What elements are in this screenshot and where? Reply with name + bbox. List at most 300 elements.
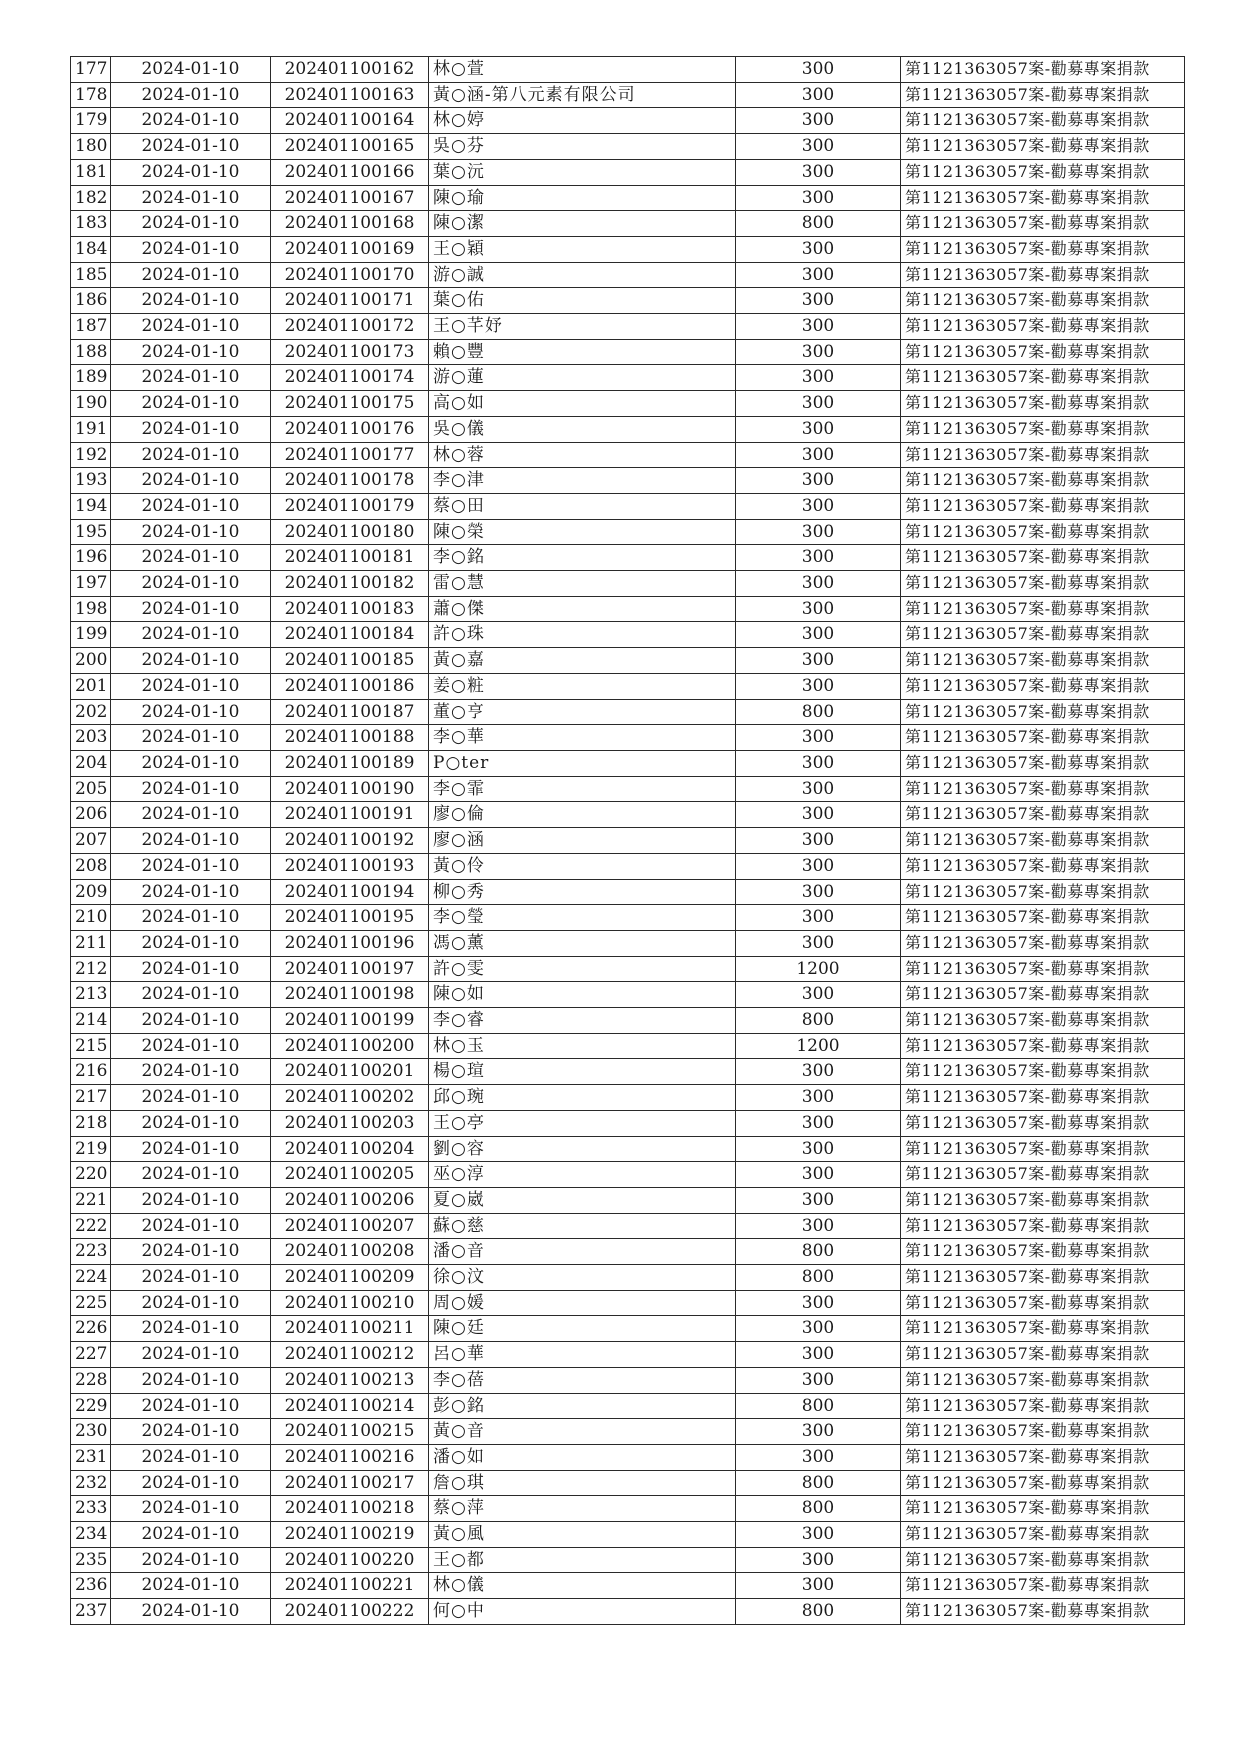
donation-purpose-cell: 第1121363057案-勸募專案捐款 [901,1265,1185,1291]
receipt-number-cell: 202401100193 [271,853,429,879]
table-row [71,314,1185,340]
donation-date-cell: 2024-01-10 [111,1599,271,1625]
donation-purpose-cell: 第1121363057案-勸募專案捐款 [901,493,1185,519]
donor-name-cell: 王○亭 [429,1110,736,1136]
donation-date-cell: 2024-01-10 [111,699,271,725]
donor-name-cell: 潘○如 [429,1444,736,1470]
donation-date-cell: 2024-01-10 [111,1367,271,1393]
row-number-cell: 207 [71,828,111,854]
donor-name-cell: 李○津 [429,468,736,494]
donation-purpose-cell: 第1121363057案-勸募專案捐款 [901,108,1185,134]
table-row [71,339,1185,365]
donor-name-cell: P○ter [429,750,736,776]
donation-amount-cell: 1200 [736,956,901,982]
donation-date-cell: 2024-01-10 [111,879,271,905]
donation-date-cell: 2024-01-10 [111,1110,271,1136]
table-row [71,956,1185,982]
donation-date-cell: 2024-01-10 [111,211,271,237]
receipt-number-cell: 202401100212 [271,1342,429,1368]
table-row [71,1213,1185,1239]
donation-purpose-cell: 第1121363057案-勸募專案捐款 [901,1213,1185,1239]
table-row [71,596,1185,622]
donation-amount-cell: 300 [736,571,901,597]
table-row [71,905,1185,931]
donation-amount-cell: 800 [736,1008,901,1034]
row-number-cell: 219 [71,1136,111,1162]
donation-purpose-cell: 第1121363057案-勸募專案捐款 [901,468,1185,494]
table-row [71,648,1185,674]
receipt-number-cell: 202401100166 [271,159,429,185]
donor-name-cell: 李○銘 [429,545,736,571]
donation-date-cell: 2024-01-10 [111,108,271,134]
receipt-number-cell: 202401100195 [271,905,429,931]
donation-date-cell: 2024-01-10 [111,930,271,956]
donation-amount-cell: 300 [736,1316,901,1342]
table-row [71,1522,1185,1548]
table-row [71,442,1185,468]
row-number-cell: 215 [71,1033,111,1059]
table-row [71,828,1185,854]
row-number-cell: 199 [71,622,111,648]
donor-name-cell: 蔡○田 [429,493,736,519]
donation-amount-cell: 300 [736,1522,901,1548]
donation-purpose-cell: 第1121363057案-勸募專案捐款 [901,365,1185,391]
row-number-cell: 178 [71,82,111,108]
donation-purpose-cell: 第1121363057案-勸募專案捐款 [901,673,1185,699]
donation-date-cell: 2024-01-10 [111,1265,271,1291]
donation-amount-cell: 300 [736,1059,901,1085]
table-row [71,365,1185,391]
table-row [71,468,1185,494]
donation-purpose-cell: 第1121363057案-勸募專案捐款 [901,57,1185,83]
donor-name-cell: 李○霏 [429,776,736,802]
donation-amount-cell: 300 [736,1444,901,1470]
donation-amount-cell: 300 [736,1162,901,1188]
receipt-number-cell: 202401100209 [271,1265,429,1291]
row-number-cell: 209 [71,879,111,905]
donation-purpose-cell: 第1121363057案-勸募專案捐款 [901,519,1185,545]
donation-table [70,56,1185,1625]
donation-purpose-cell: 第1121363057案-勸募專案捐款 [901,750,1185,776]
table-row [71,1547,1185,1573]
row-number-cell: 205 [71,776,111,802]
donation-purpose-cell: 第1121363057案-勸募專案捐款 [901,1342,1185,1368]
receipt-number-cell: 202401100169 [271,236,429,262]
donor-name-cell: 許○珠 [429,622,736,648]
receipt-number-cell: 202401100164 [271,108,429,134]
donation-purpose-cell: 第1121363057案-勸募專案捐款 [901,853,1185,879]
donation-purpose-cell: 第1121363057案-勸募專案捐款 [901,930,1185,956]
donation-amount-cell: 300 [736,108,901,134]
donation-date-cell: 2024-01-10 [111,1496,271,1522]
row-number-cell: 196 [71,545,111,571]
donation-date-cell: 2024-01-10 [111,1085,271,1111]
donation-purpose-cell: 第1121363057案-勸募專案捐款 [901,1033,1185,1059]
row-number-cell: 218 [71,1110,111,1136]
table-row [71,159,1185,185]
receipt-number-cell: 202401100208 [271,1239,429,1265]
receipt-number-cell: 202401100185 [271,648,429,674]
donation-amount-cell: 300 [736,1085,901,1111]
row-number-cell: 203 [71,725,111,751]
table-row [71,82,1185,108]
donor-name-cell: 姜○粧 [429,673,736,699]
donor-name-cell: 葉○沅 [429,159,736,185]
donation-purpose-cell: 第1121363057案-勸募專案捐款 [901,622,1185,648]
donor-name-cell: 林○蓉 [429,442,736,468]
receipt-number-cell: 202401100186 [271,673,429,699]
table-row [71,493,1185,519]
receipt-number-cell: 202401100163 [271,82,429,108]
table-row [71,1059,1185,1085]
donation-amount-cell: 300 [736,982,901,1008]
donor-name-cell: 柳○秀 [429,879,736,905]
row-number-cell: 220 [71,1162,111,1188]
donation-amount-cell: 800 [736,1239,901,1265]
donation-amount-cell: 300 [736,930,901,956]
donation-amount-cell: 800 [736,1265,901,1291]
donation-purpose-cell: 第1121363057案-勸募專案捐款 [901,802,1185,828]
table-row [71,1136,1185,1162]
receipt-number-cell: 202401100206 [271,1187,429,1213]
donation-date-cell: 2024-01-10 [111,416,271,442]
row-number-cell: 208 [71,853,111,879]
receipt-number-cell: 202401100191 [271,802,429,828]
receipt-number-cell: 202401100172 [271,314,429,340]
row-number-cell: 229 [71,1393,111,1419]
donor-name-cell: 李○瑩 [429,905,736,931]
donation-amount-cell: 300 [736,339,901,365]
donor-name-cell: 林○玉 [429,1033,736,1059]
donation-amount-cell: 800 [736,1599,901,1625]
donation-purpose-cell: 第1121363057案-勸募專案捐款 [901,1393,1185,1419]
donation-amount-cell: 300 [736,545,901,571]
donation-date-cell: 2024-01-10 [111,468,271,494]
donation-purpose-cell: 第1121363057案-勸募專案捐款 [901,1239,1185,1265]
donation-amount-cell: 300 [736,185,901,211]
donation-date-cell: 2024-01-10 [111,314,271,340]
donation-purpose-cell: 第1121363057案-勸募專案捐款 [901,1470,1185,1496]
donation-date-cell: 2024-01-10 [111,1239,271,1265]
donation-purpose-cell: 第1121363057案-勸募專案捐款 [901,905,1185,931]
donation-amount-cell: 300 [736,391,901,417]
donor-name-cell: 陳○榮 [429,519,736,545]
donor-name-cell: 巫○淳 [429,1162,736,1188]
donor-name-cell: 游○蓮 [429,365,736,391]
donation-purpose-cell: 第1121363057案-勸募專案捐款 [901,1110,1185,1136]
table-row [71,1239,1185,1265]
donor-name-cell: 許○雯 [429,956,736,982]
row-number-cell: 223 [71,1239,111,1265]
donation-date-cell: 2024-01-10 [111,1290,271,1316]
donation-amount-cell: 300 [736,1547,901,1573]
table-row [71,1033,1185,1059]
receipt-number-cell: 202401100170 [271,262,429,288]
donation-amount-cell: 300 [736,134,901,160]
donation-date-cell: 2024-01-10 [111,1316,271,1342]
donor-name-cell: 王○芊妤 [429,314,736,340]
donation-purpose-cell: 第1121363057案-勸募專案捐款 [901,1136,1185,1162]
row-number-cell: 192 [71,442,111,468]
table-row [71,185,1185,211]
donation-date-cell: 2024-01-10 [111,519,271,545]
table-row [71,1008,1185,1034]
receipt-number-cell: 202401100220 [271,1547,429,1573]
donation-date-cell: 2024-01-10 [111,391,271,417]
donation-date-cell: 2024-01-10 [111,776,271,802]
row-number-cell: 227 [71,1342,111,1368]
donation-amount-cell: 300 [736,57,901,83]
donor-name-cell: 高○如 [429,391,736,417]
table-row [71,1599,1185,1625]
receipt-number-cell: 202401100184 [271,622,429,648]
donation-purpose-cell: 第1121363057案-勸募專案捐款 [901,1573,1185,1599]
donor-name-cell: 彭○銘 [429,1393,736,1419]
donation-amount-cell: 300 [736,262,901,288]
row-number-cell: 187 [71,314,111,340]
donation-amount-cell: 300 [736,1573,901,1599]
donor-name-cell: 黃○音 [429,1419,736,1445]
donation-purpose-cell: 第1121363057案-勸募專案捐款 [901,1316,1185,1342]
receipt-number-cell: 202401100197 [271,956,429,982]
receipt-number-cell: 202401100176 [271,416,429,442]
donation-amount-cell: 300 [736,828,901,854]
receipt-number-cell: 202401100204 [271,1136,429,1162]
table-row [71,545,1185,571]
donation-date-cell: 2024-01-10 [111,956,271,982]
donation-date-cell: 2024-01-10 [111,236,271,262]
row-number-cell: 214 [71,1008,111,1034]
donation-amount-cell: 300 [736,236,901,262]
row-number-cell: 195 [71,519,111,545]
donor-name-cell: 陳○瑜 [429,185,736,211]
donor-name-cell: 吳○儀 [429,416,736,442]
receipt-number-cell: 202401100203 [271,1110,429,1136]
donor-name-cell: 黃○涵-第八元素有限公司 [429,82,736,108]
donation-amount-cell: 300 [736,905,901,931]
donation-purpose-cell: 第1121363057案-勸募專案捐款 [901,828,1185,854]
donation-purpose-cell: 第1121363057案-勸募專案捐款 [901,1162,1185,1188]
table-row [71,802,1185,828]
receipt-number-cell: 202401100192 [271,828,429,854]
row-number-cell: 190 [71,391,111,417]
donation-date-cell: 2024-01-10 [111,1522,271,1548]
donation-date-cell: 2024-01-10 [111,828,271,854]
row-number-cell: 224 [71,1265,111,1291]
donation-amount-cell: 300 [736,468,901,494]
donation-amount-cell: 300 [736,776,901,802]
receipt-number-cell: 202401100187 [271,699,429,725]
donation-amount-cell: 300 [736,1419,901,1445]
donation-date-cell: 2024-01-10 [111,1136,271,1162]
donation-purpose-cell: 第1121363057案-勸募專案捐款 [901,1008,1185,1034]
donation-purpose-cell: 第1121363057案-勸募專案捐款 [901,1367,1185,1393]
row-number-cell: 216 [71,1059,111,1085]
donation-date-cell: 2024-01-10 [111,1342,271,1368]
receipt-number-cell: 202401100175 [271,391,429,417]
receipt-number-cell: 202401100177 [271,442,429,468]
row-number-cell: 225 [71,1290,111,1316]
donation-amount-cell: 300 [736,673,901,699]
donation-purpose-cell: 第1121363057案-勸募專案捐款 [901,1085,1185,1111]
donation-amount-cell: 300 [736,416,901,442]
donor-name-cell: 楊○瑄 [429,1059,736,1085]
table-row [71,622,1185,648]
table-row [71,288,1185,314]
receipt-number-cell: 202401100183 [271,596,429,622]
row-number-cell: 177 [71,57,111,83]
receipt-number-cell: 202401100171 [271,288,429,314]
donor-name-cell: 夏○崴 [429,1187,736,1213]
receipt-number-cell: 202401100210 [271,1290,429,1316]
row-number-cell: 232 [71,1470,111,1496]
donation-amount-cell: 300 [736,853,901,879]
donation-purpose-cell: 第1121363057案-勸募專案捐款 [901,236,1185,262]
receipt-number-cell: 202401100218 [271,1496,429,1522]
donation-date-cell: 2024-01-10 [111,1162,271,1188]
table-body [71,57,1185,1625]
donation-date-cell: 2024-01-10 [111,365,271,391]
donation-date-cell: 2024-01-10 [111,134,271,160]
donation-amount-cell: 300 [736,288,901,314]
table-row [71,853,1185,879]
table-row [71,571,1185,597]
donation-date-cell: 2024-01-10 [111,1444,271,1470]
donation-purpose-cell: 第1121363057案-勸募專案捐款 [901,956,1185,982]
donation-date-cell: 2024-01-10 [111,57,271,83]
donation-date-cell: 2024-01-10 [111,905,271,931]
table-row [71,673,1185,699]
table-row [71,1419,1185,1445]
donation-purpose-cell: 第1121363057案-勸募專案捐款 [901,982,1185,1008]
donor-name-cell: 董○亨 [429,699,736,725]
donation-date-cell: 2024-01-10 [111,571,271,597]
donation-purpose-cell: 第1121363057案-勸募專案捐款 [901,391,1185,417]
row-number-cell: 198 [71,596,111,622]
table-row [71,1470,1185,1496]
donation-amount-cell: 300 [736,1213,901,1239]
donation-purpose-cell: 第1121363057案-勸募專案捐款 [901,571,1185,597]
row-number-cell: 226 [71,1316,111,1342]
donor-name-cell: 邱○琬 [429,1085,736,1111]
receipt-number-cell: 202401100219 [271,1522,429,1548]
donation-amount-cell: 300 [736,1110,901,1136]
donation-purpose-cell: 第1121363057案-勸募專案捐款 [901,339,1185,365]
table-row [71,57,1185,83]
donor-name-cell: 劉○容 [429,1136,736,1162]
receipt-number-cell: 202401100189 [271,750,429,776]
donor-name-cell: 陳○如 [429,982,736,1008]
receipt-number-cell: 202401100199 [271,1008,429,1034]
donation-amount-cell: 800 [736,699,901,725]
donor-name-cell: 何○中 [429,1599,736,1625]
donation-date-cell: 2024-01-10 [111,159,271,185]
donation-amount-cell: 300 [736,365,901,391]
table-row [71,416,1185,442]
donation-date-cell: 2024-01-10 [111,1419,271,1445]
donation-amount-cell: 300 [736,314,901,340]
receipt-number-cell: 202401100215 [271,1419,429,1445]
receipt-number-cell: 202401100173 [271,339,429,365]
donation-amount-cell: 1200 [736,1033,901,1059]
donation-date-cell: 2024-01-10 [111,1547,271,1573]
donation-date-cell: 2024-01-10 [111,493,271,519]
row-number-cell: 231 [71,1444,111,1470]
donor-name-cell: 王○都 [429,1547,736,1573]
receipt-number-cell: 202401100194 [271,879,429,905]
donation-date-cell: 2024-01-10 [111,1033,271,1059]
donation-date-cell: 2024-01-10 [111,1573,271,1599]
donation-amount-cell: 300 [736,879,901,905]
donor-name-cell: 廖○涵 [429,828,736,854]
donation-amount-cell: 300 [736,519,901,545]
row-number-cell: 237 [71,1599,111,1625]
table-row [71,236,1185,262]
donation-purpose-cell: 第1121363057案-勸募專案捐款 [901,185,1185,211]
receipt-number-cell: 202401100190 [271,776,429,802]
receipt-number-cell: 202401100180 [271,519,429,545]
donor-name-cell: 廖○倫 [429,802,736,828]
receipt-number-cell: 202401100188 [271,725,429,751]
table-row [71,1316,1185,1342]
row-number-cell: 194 [71,493,111,519]
row-number-cell: 222 [71,1213,111,1239]
donation-date-cell: 2024-01-10 [111,802,271,828]
donation-purpose-cell: 第1121363057案-勸募專案捐款 [901,1599,1185,1625]
donor-name-cell: 林○儀 [429,1573,736,1599]
donation-amount-cell: 300 [736,1290,901,1316]
donation-date-cell: 2024-01-10 [111,750,271,776]
donation-purpose-cell: 第1121363057案-勸募專案捐款 [901,1290,1185,1316]
row-number-cell: 179 [71,108,111,134]
table-row [71,1393,1185,1419]
row-number-cell: 236 [71,1573,111,1599]
table-row [71,1573,1185,1599]
donation-purpose-cell: 第1121363057案-勸募專案捐款 [901,776,1185,802]
table-row [71,1187,1185,1213]
donation-date-cell: 2024-01-10 [111,545,271,571]
donor-name-cell: 林○婷 [429,108,736,134]
row-number-cell: 189 [71,365,111,391]
row-number-cell: 213 [71,982,111,1008]
donation-purpose-cell: 第1121363057案-勸募專案捐款 [901,416,1185,442]
receipt-number-cell: 202401100202 [271,1085,429,1111]
row-number-cell: 188 [71,339,111,365]
donation-amount-cell: 300 [736,750,901,776]
donation-date-cell: 2024-01-10 [111,82,271,108]
donation-amount-cell: 300 [736,442,901,468]
receipt-number-cell: 202401100196 [271,930,429,956]
row-number-cell: 210 [71,905,111,931]
donor-name-cell: 呂○華 [429,1342,736,1368]
donation-amount-cell: 800 [736,1470,901,1496]
table-row [71,1342,1185,1368]
donation-date-cell: 2024-01-10 [111,1187,271,1213]
table-row [71,1496,1185,1522]
table-row [71,262,1185,288]
donation-amount-cell: 300 [736,1342,901,1368]
donor-name-cell: 陳○廷 [429,1316,736,1342]
table-row [71,1367,1185,1393]
donor-name-cell: 詹○琪 [429,1470,736,1496]
receipt-number-cell: 202401100168 [271,211,429,237]
row-number-cell: 201 [71,673,111,699]
donor-name-cell: 周○媛 [429,1290,736,1316]
receipt-number-cell: 202401100214 [271,1393,429,1419]
donation-date-cell: 2024-01-10 [111,262,271,288]
donation-purpose-cell: 第1121363057案-勸募專案捐款 [901,288,1185,314]
row-number-cell: 191 [71,416,111,442]
